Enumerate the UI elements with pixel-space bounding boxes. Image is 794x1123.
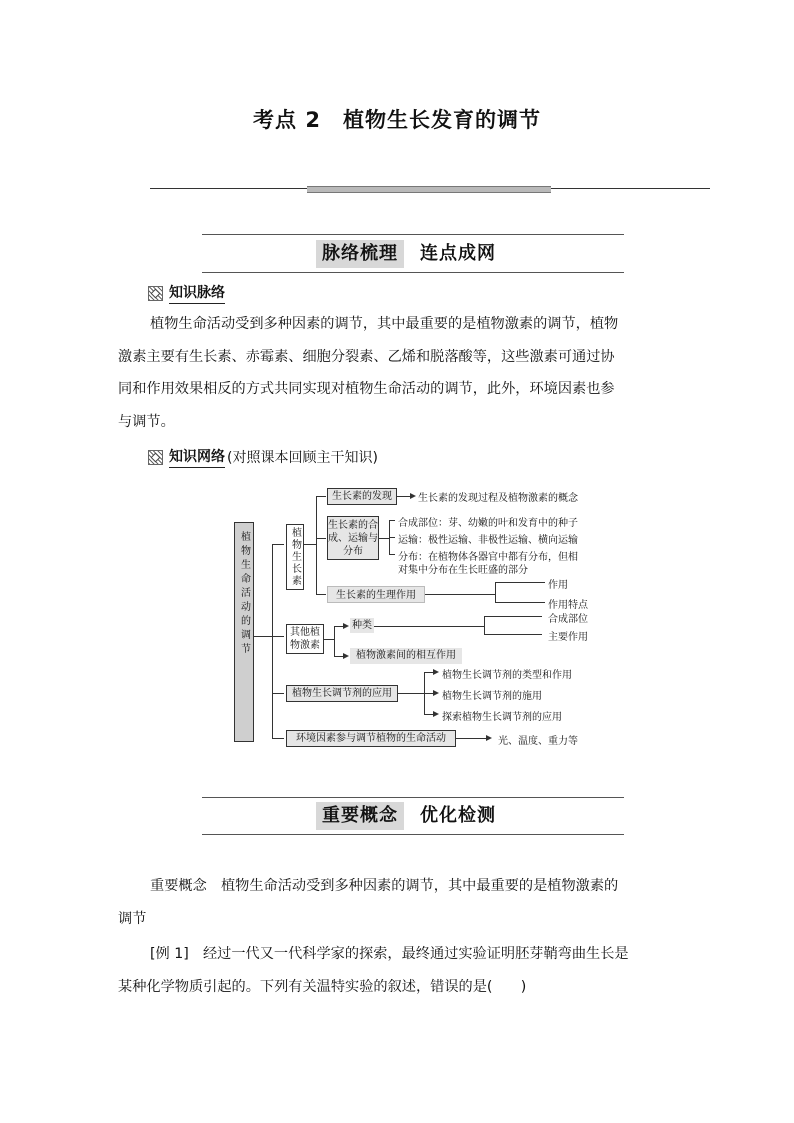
physio-leaf-1: 作用 bbox=[548, 580, 568, 591]
auxin-physio-node: 生长素的生理作用 bbox=[327, 586, 425, 603]
para-line: [例 1] 经过一代又一代科学家的探索，最终通过实验证明胚芽鞘弯曲生长是 bbox=[150, 946, 629, 962]
concept-para bbox=[118, 870, 688, 935]
arrow-icon bbox=[343, 623, 349, 629]
connector bbox=[495, 582, 496, 602]
physio-leaf-2: 作用特点 bbox=[548, 600, 588, 611]
types-leaf-2: 主要作用 bbox=[548, 632, 588, 643]
connector bbox=[272, 693, 284, 694]
connector bbox=[456, 738, 486, 739]
example-para bbox=[118, 938, 688, 1003]
section2-gray-label: 重要概念 bbox=[316, 802, 404, 830]
auxin-node: 植物生长素 bbox=[286, 524, 304, 590]
auxin-discovery-node: 生长素的发现 bbox=[327, 488, 397, 505]
types-leaf-1: 合成部位 bbox=[548, 614, 588, 625]
connector bbox=[316, 538, 326, 539]
root-node: 植物生命活动的调节 bbox=[234, 522, 254, 742]
section2-top-rule bbox=[202, 797, 624, 798]
title-rule-accent bbox=[307, 186, 551, 193]
connector bbox=[316, 594, 326, 595]
para-line: 同和作用效果相反的方式共同实现对植物生命活动的调节，此外，环境因素也参 bbox=[118, 381, 615, 397]
connector bbox=[495, 582, 545, 583]
transport-leaf: 运输：极性运输、非极性运输、横向运输 bbox=[398, 535, 578, 546]
knowledge-network-note: (对照课本回顾主干知识) bbox=[227, 450, 378, 466]
connector bbox=[484, 616, 542, 617]
section1-top-rule bbox=[202, 234, 624, 235]
arrow-icon bbox=[343, 653, 349, 659]
section1-gray-label: 脉络梳理 bbox=[316, 240, 404, 268]
connector bbox=[272, 636, 284, 637]
connector bbox=[397, 496, 411, 497]
section1-label: 连点成网 bbox=[420, 243, 496, 264]
connector bbox=[379, 538, 389, 539]
connector bbox=[389, 520, 395, 521]
knowledge-network-label: 知识网络 bbox=[169, 446, 225, 468]
connector bbox=[304, 544, 316, 545]
environment-leaf: 光、温度、重力等 bbox=[498, 736, 578, 747]
page-title: 考点 2 植物生长发育的调节 bbox=[253, 108, 541, 132]
section2-bottom-rule bbox=[202, 834, 624, 835]
arrow-icon bbox=[433, 669, 439, 675]
knowledge-context-para bbox=[118, 308, 688, 438]
section2-label: 优化检测 bbox=[420, 805, 496, 826]
connector bbox=[389, 554, 395, 555]
connector bbox=[334, 626, 335, 656]
arrow-icon bbox=[486, 735, 492, 741]
synthesis-leaf: 合成部位：芽、幼嫩的叶和发育中的种子 bbox=[398, 518, 578, 529]
distribution-leaf-1: 分布：在植物体各器官中都有分布，但相 bbox=[398, 552, 578, 563]
concept-map bbox=[230, 484, 600, 746]
auxin-synthesis-node: 生长素的合成、运输与分布 bbox=[327, 516, 379, 560]
section1-bottom-rule bbox=[202, 272, 624, 273]
connector bbox=[272, 544, 273, 738]
arrow-icon bbox=[433, 690, 439, 696]
interaction-node: 植物激素间的相互作用 bbox=[350, 648, 462, 664]
para-line: 与调节。 bbox=[118, 413, 175, 430]
regulator-leaf-3: 探索植物生长调节剂的应用 bbox=[442, 712, 562, 723]
connector bbox=[272, 544, 284, 545]
para-line: 重要概念 植物生命活动受到多种因素的调节，其中最重要的是植物激素的 bbox=[150, 878, 619, 894]
connector bbox=[495, 602, 545, 603]
arrow-icon bbox=[433, 711, 439, 717]
para-line: 某种化学物质引起的。下列有关温特实验的叙述，错误的是( ) bbox=[118, 978, 527, 995]
connector bbox=[484, 634, 542, 635]
para-line: 调节 bbox=[118, 910, 147, 927]
diamond-bullet-icon bbox=[148, 286, 163, 301]
auxin-discovery-leaf: 生长素的发现过程及植物激素的概念 bbox=[418, 493, 578, 504]
connector bbox=[324, 639, 334, 640]
connector bbox=[272, 738, 284, 739]
connector bbox=[374, 626, 484, 627]
diamond-bullet-icon bbox=[148, 450, 163, 465]
environment-node: 环境因素参与调节植物的生命活动 bbox=[286, 730, 456, 747]
connector bbox=[316, 496, 317, 594]
other-hormones-node: 其他植物激素 bbox=[286, 624, 324, 654]
connector bbox=[484, 616, 485, 634]
connector bbox=[316, 496, 326, 497]
connector bbox=[425, 594, 495, 595]
para-line: 植物生命活动受到多种因素的调节，其中最重要的是植物激素的调节，植物 bbox=[150, 316, 619, 332]
knowledge-network-heading bbox=[148, 446, 378, 468]
distribution-leaf-2: 对集中分布在生长旺盛的部分 bbox=[398, 565, 528, 576]
knowledge-context-heading bbox=[148, 282, 225, 304]
regulator-node: 植物生长调节剂的应用 bbox=[286, 685, 398, 702]
connector bbox=[398, 693, 424, 694]
arrow-icon bbox=[410, 493, 416, 499]
types-node: 种类 bbox=[352, 620, 372, 631]
connector bbox=[389, 537, 395, 538]
connector bbox=[254, 636, 272, 637]
knowledge-context-label: 知识脉络 bbox=[169, 282, 225, 304]
regulator-leaf-2: 植物生长调节剂的施用 bbox=[442, 691, 542, 702]
regulator-leaf-1: 植物生长调节剂的类型和作用 bbox=[442, 670, 572, 681]
para-line: 激素主要有生长素、赤霉素、细胞分裂素、乙烯和脱落酸等，这些激素可通过协 bbox=[118, 348, 615, 365]
